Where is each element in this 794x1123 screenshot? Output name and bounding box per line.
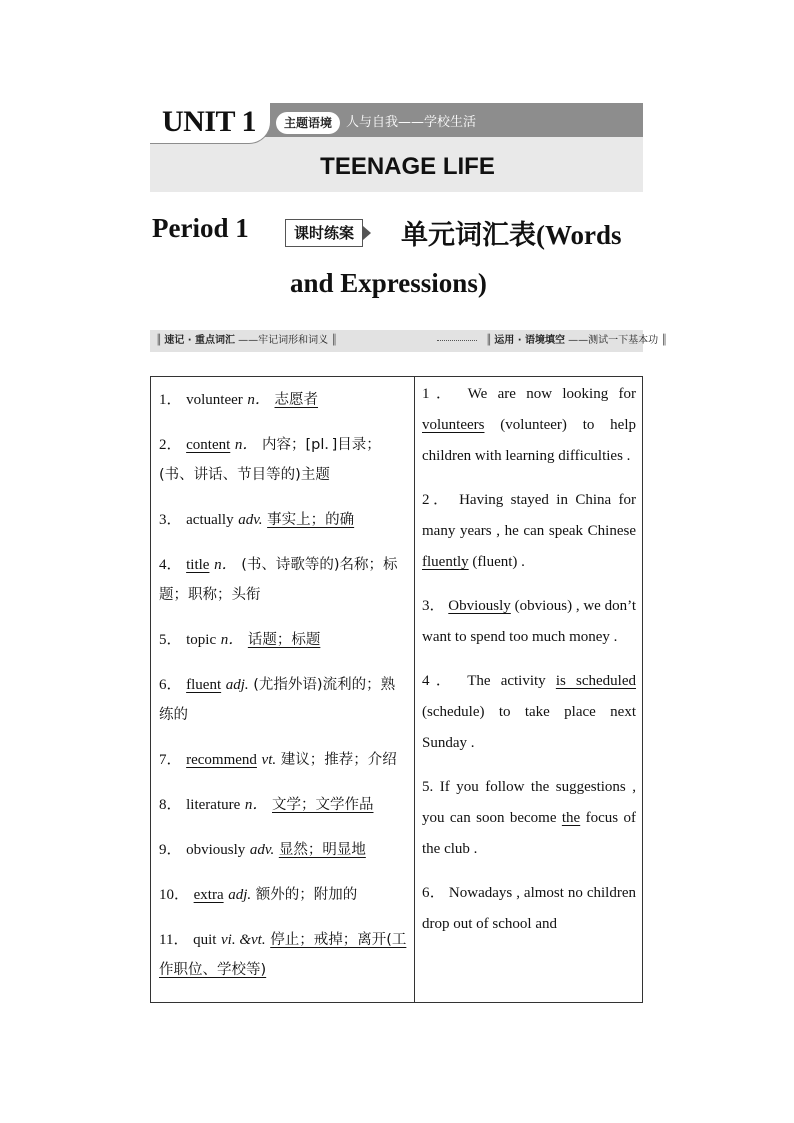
exercise-num: 3． [422,598,445,614]
vocab-item [159,880,409,910]
vocab-meaning: 志愿者 [274,392,319,408]
vocab-pos: adv. [238,512,263,528]
vocab-meaning: 建议；推荐；介绍 [280,752,397,768]
vocab-item [159,745,409,775]
vocab-pos: vi. &vt. [221,932,266,948]
vocab-item [159,925,409,985]
practice-tag: 课时练案 [285,219,363,247]
vocab-meaning: (书、诗歌等的)名称；标题；职称；头衔 [159,557,398,603]
vocab-item [159,505,409,535]
exercise-item [422,591,636,653]
vocab-item [159,550,409,610]
exercise-text: Nowadays , almost no children drop out of school and [422,885,636,932]
vocab-meaning: 事实上；的确 [267,512,355,528]
vocab-pos: n． [214,557,237,573]
exercise-item [422,485,636,578]
vocab-pos: adj. [225,677,249,693]
section-strip [150,330,667,352]
exercise-num: 4． [422,673,458,689]
vocab-word: volunteer [186,392,243,408]
exercise-text: (obvious) , we don’t want to spend too much money . [422,598,636,645]
exercise-text: (volunteer) to help children with learning difficulties . [422,417,636,464]
vocab-pos: adj. [228,887,252,903]
column-divider [414,377,415,1002]
strip-right-subtitle: ——测试一下基本功 [568,335,659,346]
strip-left-subtitle: ——牢记词形和词义 [238,335,329,346]
exercise-text: focus of the club . [422,810,637,857]
unit-tab [150,103,271,144]
vocab-num: 1． [159,392,182,408]
vocab-meaning: 话题；标题 [247,632,321,648]
vocab-word: actually [186,512,234,528]
exercise-answer: the [561,810,581,826]
theme-label: 主题语境 [276,112,340,134]
vocab-pos: vt. [261,752,277,768]
strip-bar-icon: ║ [661,335,667,346]
strip-right-title: 运用 · 语境填空 [494,335,565,346]
unit-title: UNIT 1 [162,105,256,138]
vocab-num: 7． [159,752,182,768]
strip-dotted-divider [437,340,477,341]
vocab-meaning: 内容；[pl．]目录；(书、讲话、节目等的)主题 [159,437,381,483]
exercise-text: If you follow the suggestions , you can soon become [422,779,637,826]
exercise-list [422,379,636,940]
exercise-answer: fluently [422,554,469,570]
exercise-num: 1． [422,386,458,402]
strip-left-section [156,330,336,352]
exercise-num: 2． [422,492,452,508]
vocab-num: 6． [159,677,182,693]
vocab-meaning: 停止；戒掉；离开(工作职位、学校等) [159,932,407,978]
period-label: Period 1 [152,213,249,243]
exercise-num: 6． [422,885,445,901]
vocab-num: 11． [159,932,189,948]
strip-right-section [416,330,421,352]
exercise-text: We are now looking for [467,386,636,402]
vocab-meaning: 显然；明显地 [278,842,366,858]
page-title-line1: 单元词汇表(Words [401,220,622,250]
exercise-item [422,772,636,865]
vocab-num: 10． [159,887,190,903]
exercise-item [422,878,636,940]
exercise-text: (fluent) . [472,554,525,570]
vocab-pos: n． [247,392,270,408]
vocab-word: literature [186,797,241,813]
unit-banner [150,103,643,192]
vocab-pos: adv. [249,842,275,858]
vocab-meaning: (尤指外语)流利的；熟练的 [159,677,396,723]
vocab-item [159,790,409,820]
vocab-word: quit [193,932,217,948]
vocab-item [159,670,409,730]
vocab-meaning: 文学；文学作品 [272,797,374,813]
vocab-word: content [186,437,231,453]
strip-bar-icon: ║ [486,335,492,346]
vocab-word: topic [186,632,217,648]
vocab-item [159,385,409,415]
strip-right-section-text [486,330,666,352]
exercise-item [422,666,636,759]
vocabulary-list [159,385,409,985]
theme-text: 人与自我——学校生活 [346,115,477,130]
exercise-answer: Obviously [448,598,511,614]
vocab-num: 5． [159,632,182,648]
strip-bar-icon: ║ [331,335,337,346]
strip-left-title: 速记 · 重点词汇 [164,335,235,346]
vocab-item [159,430,409,490]
exercise-text: The activity [467,673,546,689]
vocab-word: extra [193,887,224,903]
vocab-item [159,625,409,655]
vocab-pos: n． [234,437,258,453]
vocab-num: 2． [159,437,182,453]
exercise-answer: is scheduled [555,673,637,689]
vocab-word: fluent [186,677,222,693]
exercise-text: Having stayed in China for many years , he can speak Chinese [422,492,636,539]
vocab-pos: n． [220,632,244,648]
vocab-num: 4． [159,557,182,573]
unit-subtitle: TEENAGE LIFE [320,153,495,180]
vocab-num: 8． [159,797,182,813]
vocab-item [159,835,409,865]
vocab-word: recommend [186,752,257,768]
vocab-num: 3． [159,512,182,528]
exercise-answer: volunteers [422,417,485,433]
strip-bar-icon: ║ [156,335,162,346]
vocab-meaning: 额外的；附加的 [255,887,358,903]
vocab-word: title [186,557,210,573]
vocab-num: 9． [159,842,182,858]
page-title-line2: and Expressions) [290,268,487,298]
vocab-pos: n． [244,797,268,813]
exercise-text: (schedule) to take place next Sunday . [422,704,636,751]
exercise-num: 5. [422,779,434,795]
exercise-item [422,379,636,472]
exercise-table [150,376,643,1003]
vocab-word: obviously [186,842,246,858]
